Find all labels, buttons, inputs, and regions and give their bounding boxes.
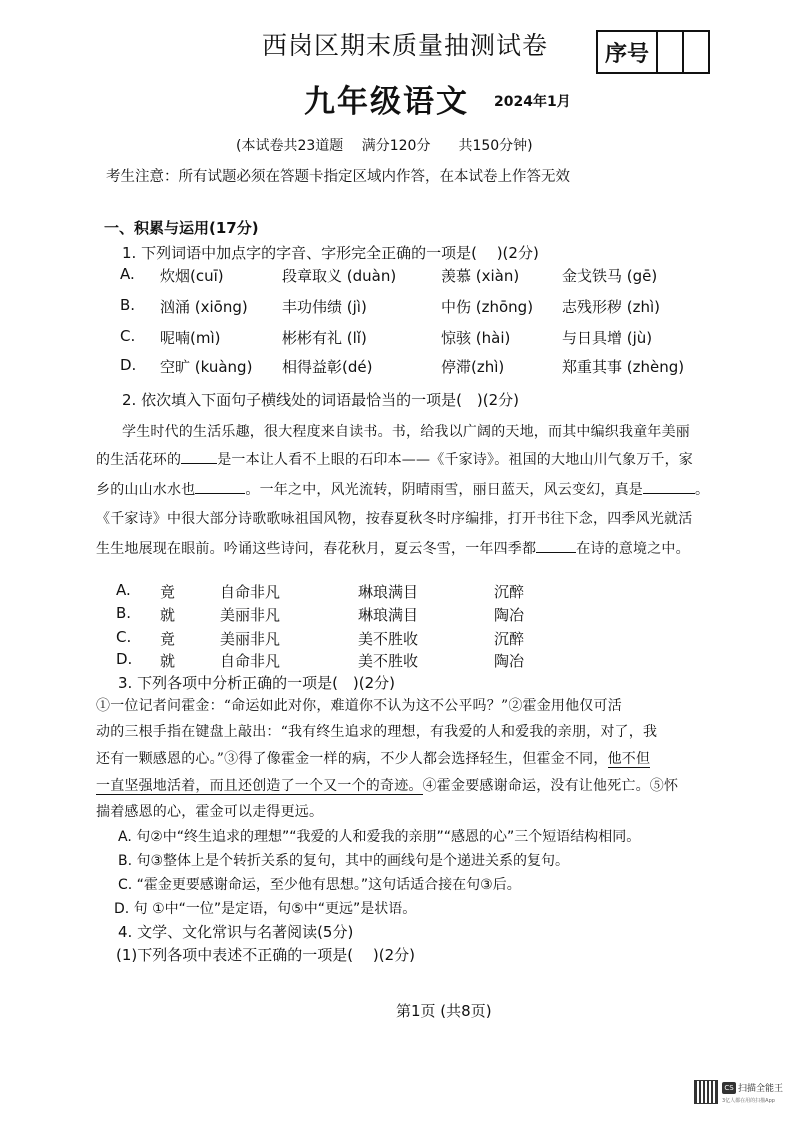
serial-cell xyxy=(684,32,708,72)
exam-title: 西岗区期末质量抽测试卷 xyxy=(262,31,549,60)
q2-passage-line: 学生时代的生活乐趣，很大程度来自读书。书，给我以广阔的天地，而其中编织我童年美丽 xyxy=(122,424,690,440)
question-1-stem: 1. 下列词语中加点字的字音、字形完全正确的一项是( )(2分) xyxy=(122,244,539,262)
q2-passage-line: 《千家诗》中很大部分诗歌歌咏祖国风物，按春夏秋冬时序编排，打开书往下念，四季风光就活 xyxy=(96,511,693,527)
scanner-watermark: 扫描全能王 xyxy=(738,1084,784,1094)
scanner-logo-icon: CS xyxy=(722,1082,736,1094)
exam-date: 2024年1月 xyxy=(494,94,571,110)
q1-option-word: 郑重其事 (zhèng) xyxy=(562,358,685,376)
q2-passage-text: 生生地展现在眼前。吟诵这些诗问，春花秋月，夏云冬雪，一年四季都 xyxy=(96,541,537,557)
q3-passage-text: ④霍金要感谢命运，没有让他死亡。⑤怀 xyxy=(422,778,679,794)
q1-option-word: 空旷 (kuàng) xyxy=(160,358,253,376)
q3-option: A. 句②中“终生追求的理想”“我爱的人和爱我的亲朋”“感恩的心”三个短语结构相同。 xyxy=(118,829,641,845)
question-2-stem: 2. 依次填入下面句子横线处的词语最恰当的一项是( )(2分) xyxy=(122,391,520,409)
q3-passage-text: 还有一颗感恩的心。”③得了像霍金一样的病，不少人都会选择轻生，但霍金不同， xyxy=(96,751,608,767)
scanner-watermark-sub: 3亿人都在用的扫描App xyxy=(722,1098,775,1104)
fill-blank xyxy=(536,538,576,553)
q1-option-word: 惊骇 (hài) xyxy=(441,329,511,347)
q2-option-word: 美不胜收 xyxy=(358,652,419,670)
q1-option-word: 呢喃(mì) xyxy=(160,329,221,347)
q2-option-word: 陶冶 xyxy=(494,606,525,624)
q3-passage-line xyxy=(96,748,650,768)
q1-option-word: 丰功伟绩 (jì) xyxy=(282,298,367,316)
q3-option: C. “霍金更要感谢命运，至少他有思想。”这句话适合接在句③后。 xyxy=(118,877,521,893)
q2-option-word: 美不胜收 xyxy=(358,630,419,648)
fill-blank xyxy=(643,479,695,494)
q2-option-word: 竟 xyxy=(160,630,176,648)
q3-passage-line: 动的三根手指在键盘上敲出：“我有终生追求的理想，有我爱的人和爱我的亲朋，对了，我 xyxy=(96,724,658,740)
q1-option-label: B. xyxy=(120,296,136,314)
q2-option-label: C. xyxy=(116,628,132,646)
q3-option: B. 句③整体上是个转折关系的复句，其中的画线句是个递进关系的复句。 xyxy=(118,853,570,869)
q2-passage-line xyxy=(96,449,693,469)
q2-option-word: 竟 xyxy=(160,583,176,601)
q1-option-word: 段章取义 (duàn) xyxy=(282,267,397,285)
q1-option-word: 彬彬有礼 (lǐ) xyxy=(282,329,367,347)
exam-info: (本试卷共23道题 满分120分 共150分钟) xyxy=(236,138,533,154)
q1-option-label: D. xyxy=(120,356,137,374)
q3-option: D. 句 ①中“一位”是定语，句⑤中“更远”是状语。 xyxy=(114,901,417,917)
q2-option-word: 琳琅满目 xyxy=(358,606,419,624)
question-4-stem: 4. 文学、文化常识与名著阅读(5分) xyxy=(118,923,354,941)
serial-label: 序号 xyxy=(598,32,658,72)
q2-passage-line xyxy=(96,538,690,558)
q2-passage-line xyxy=(96,479,709,499)
q1-option-word: 羡慕 (xiàn) xyxy=(441,267,520,285)
q2-option-word: 沉醉 xyxy=(494,583,525,601)
q2-option-word: 就 xyxy=(160,652,176,670)
q1-option-word: 与日具增 (jù) xyxy=(562,329,653,347)
q1-option-word: 炊烟(cuī) xyxy=(160,267,224,285)
q2-option-word: 就 xyxy=(160,606,176,624)
q2-option-word: 美丽非凡 xyxy=(220,606,281,624)
serial-cell xyxy=(658,32,684,72)
q2-option-label: D. xyxy=(116,650,133,668)
q2-passage-text: 在诗的意境之中。 xyxy=(576,541,690,557)
fill-blank xyxy=(195,479,245,494)
q3-passage-line: ①一位记者问霍金：“命运如此对你，难道你不认为这不公平吗？”②霍金用他仅可活 xyxy=(96,698,622,714)
page-number: 第1页 (共8页) xyxy=(396,1002,492,1020)
fill-blank xyxy=(181,449,217,464)
q2-passage-text: 。一年之中，风光流转，阴晴雨雪，丽日蓝天，风云变幻，真是 xyxy=(245,482,644,498)
q1-option-word: 相得益彰(dé) xyxy=(282,358,373,376)
q2-option-word: 陶冶 xyxy=(494,652,525,670)
q2-option-word: 美丽非凡 xyxy=(220,630,281,648)
question-3-stem: 3. 下列各项中分析正确的一项是( )(2分) xyxy=(118,674,396,692)
q2-passage-text: 是一本让人看不上眼的石印本——《千家诗》。祖国的大地山川气象万千，家 xyxy=(217,452,694,468)
q2-option-word: 沉醉 xyxy=(494,630,525,648)
q2-option-label: B. xyxy=(116,604,132,622)
q1-option-word: 停滞(zhì) xyxy=(441,358,505,376)
subject-title: 九年级语文 xyxy=(304,84,469,120)
q1-option-label: C. xyxy=(120,327,136,345)
q1-option-word: 汹涌 (xiōng) xyxy=(160,298,248,316)
q2-passage-text: 的生活花环的 xyxy=(96,452,182,468)
exam-notice: 考生注意：所有试题必须在答题卡指定区域内作答，在本试卷上作答无效 xyxy=(106,169,570,185)
q2-passage-text: 乡的山山水水也 xyxy=(96,482,196,498)
underlined-sentence: 一直坚强地活着，而且还创造了一个又一个的奇迹。 xyxy=(96,778,423,794)
q2-passage-text: 。 xyxy=(695,482,710,498)
q1-option-word: 志残形秽 (zhì) xyxy=(562,298,661,316)
q2-option-word: 自命非凡 xyxy=(220,652,281,670)
q1-option-label: A. xyxy=(120,265,135,283)
section-heading: 一、积累与运用(17分) xyxy=(104,219,259,237)
q3-passage-line xyxy=(96,775,678,795)
q2-option-word: 自命非凡 xyxy=(220,583,281,601)
q1-option-word: 中伤 (zhōng) xyxy=(441,298,534,316)
q2-option-word: 琳琅满目 xyxy=(358,583,419,601)
serial-number-box xyxy=(596,30,710,74)
underlined-sentence: 他不但 xyxy=(607,751,651,767)
q1-option-word: 金戈铁马 (gē) xyxy=(562,267,658,285)
question-4-sub1: (1)下列各项中表述不正确的一项是( )(2分) xyxy=(116,946,415,964)
q3-passage-line: 揣着感恩的心，霍金可以走得更远。 xyxy=(96,804,324,820)
q2-option-label: A. xyxy=(116,581,131,599)
qr-code-icon xyxy=(694,1080,718,1104)
